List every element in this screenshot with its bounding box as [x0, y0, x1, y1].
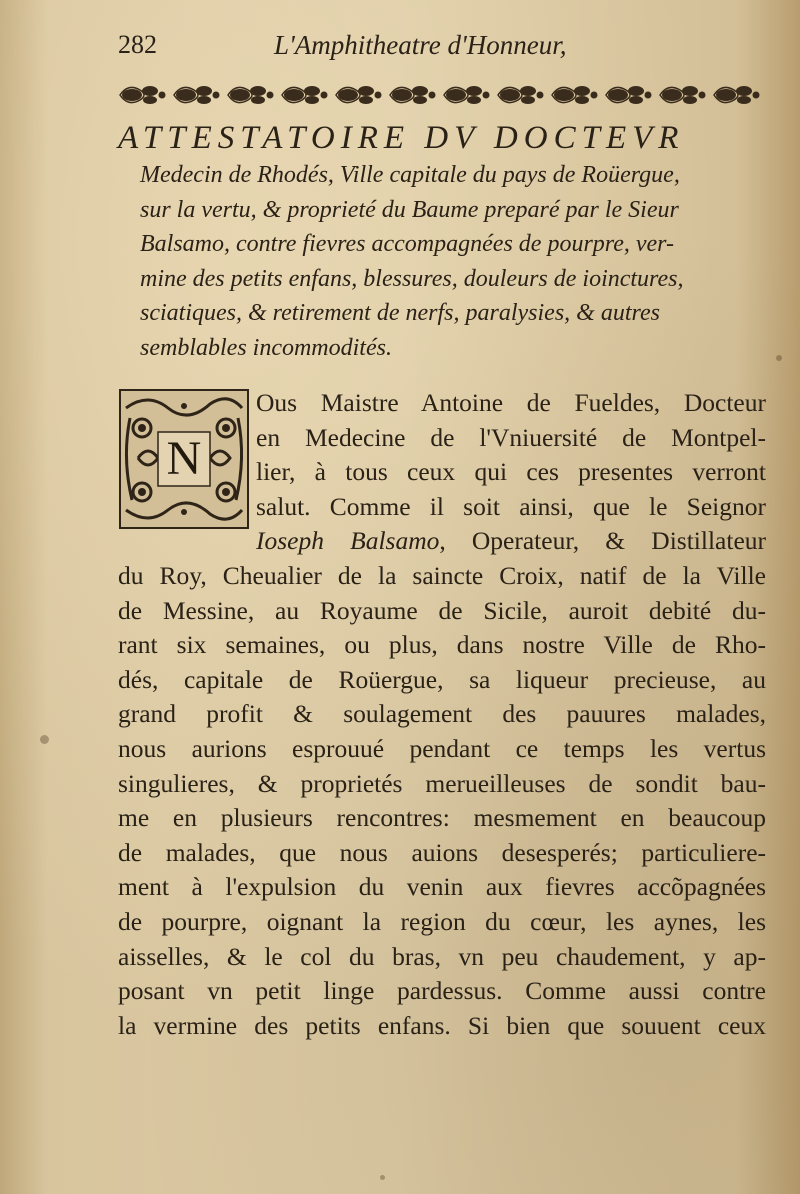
heading-subtitle: [140, 158, 785, 365]
heading-subtitle-line: mine des petits enfans, blessures, douleurs de ioinctures,: [140, 265, 684, 292]
body-line: de Messine, au Royaume de Sicile, auroit debité du-: [118, 595, 766, 625]
page-header: [118, 30, 768, 66]
body-line: du Roy, Cheualier de la saincte Croix, natif de la Ville: [118, 560, 766, 590]
page-number: 282: [118, 30, 157, 59]
dropcap-letter: N: [166, 432, 202, 485]
body-line: la vermine des petits enfans. Si bien que souuent ceux: [118, 1010, 766, 1040]
running-title: L'Amphitheatre d'Honneur,: [274, 30, 567, 60]
body-line: salut. Comme il soit ainsi, que le Seignor: [256, 491, 766, 521]
ornament-band: [118, 80, 768, 110]
body-line: ment à l'expulsion du venin aux fievres accõpagnées: [118, 872, 766, 902]
body-line: grand profit & soulagement des pauures malades,: [118, 699, 766, 729]
heading-subtitle-line: sur la vertu, & proprieté du Baume preparé par le Sieur: [140, 196, 679, 223]
body-line: Ous Maistre Antoine de Fueldes, Docteur: [256, 388, 766, 417]
body-line: de malades, que nous auions desesperés; particuliere-: [118, 837, 766, 867]
body-line-italic-name: Ioseph Balsamo, Operateur, & Distillateur: [256, 526, 766, 556]
body-line: aisselles, & le col du bras, vn peu chaudement, y ap-: [118, 941, 766, 971]
body-line: lier, à tous ceux qui ces presentes verront: [256, 457, 766, 487]
body-line: nous aurions esprouué pendant ce temps les vertus: [118, 733, 766, 763]
heading-subtitle-line: semblables incommodités.: [140, 334, 392, 361]
body-line: de pourpre, oignant la region du cœur, les aynes, les: [118, 906, 766, 936]
attestation-body: [118, 386, 766, 1043]
ink-spot: [380, 1175, 385, 1180]
body-line: en Medecine de l'Vniuersité de Montpel-: [256, 422, 766, 452]
body-line: singulieres, & proprietés merueilleuses de sondit bau-: [118, 768, 766, 798]
ink-spot: [40, 735, 49, 744]
heading-subtitle-line: Medecin de Rhodés, Ville capitale du pays de Roüergue,: [140, 162, 680, 188]
attestation-heading: [118, 118, 778, 365]
body-line: posant vn petit linge pardessus. Comme aussi contre: [118, 976, 766, 1006]
body-line: rant six semaines, ou plus, dans nostre Ville de Rho-: [118, 630, 766, 660]
body-line: me en plusieurs rencontres: mesmement en beaucoup: [118, 803, 766, 833]
ink-spot: [776, 355, 782, 361]
heading-title: ATTESTATOIRE DV DOCTEVR: [118, 120, 685, 156]
body-line: dés, capitale de Roüergue, sa liqueur precieuse, au: [118, 664, 766, 694]
heading-subtitle-line: sciatiques, & retirement de nerfs, paralysies, & autres: [140, 300, 660, 326]
heading-subtitle-line: Balsamo, contre fievres accompagnées de pourpre, ver-: [140, 231, 675, 257]
